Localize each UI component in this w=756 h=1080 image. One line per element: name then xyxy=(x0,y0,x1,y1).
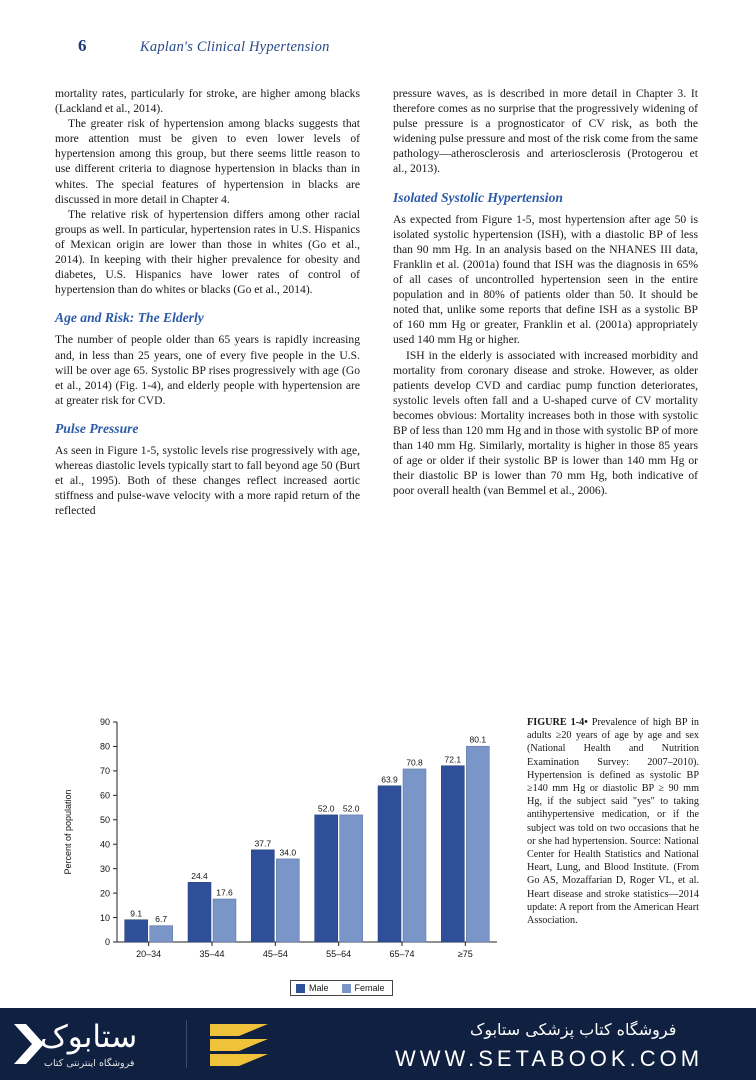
banner-tagline-fa: فروشگاه کتاب پزشکی ستابوک xyxy=(470,1020,677,1039)
section-heading-pulse-pressure: Pulse Pressure xyxy=(55,420,139,436)
svg-text:65–74: 65–74 xyxy=(389,949,415,959)
legend-swatch-female xyxy=(342,984,351,993)
svg-text:Percent of population: Percent of population xyxy=(63,789,73,875)
site-banner xyxy=(0,1008,756,1080)
svg-text:50: 50 xyxy=(99,814,110,825)
svg-text:55–64: 55–64 xyxy=(326,949,352,959)
brand-subtitle-fa: فروشگاه اینترنتی کتاب xyxy=(44,1058,135,1069)
legend-item-female xyxy=(342,983,385,993)
paragraph: As expected from Figure 1-5, most hypertension after age 50 is isolated systolic hypertension (ISH), with a diastolic BP of less than 90 mm Hg. In an analysis based on the NHANES III data, Franklin et al. (2001a) found that ISH was the diagnosis in 65% of all cases of uncontrolled hypertension seen in the entire population and in 80% of patients older than 50. It should be noted that, unlike some reports that define ISH as a systolic BP of 160 mm Hg or greater, Franklin et al. (2001a) appropriately used 140 mm Hg or higher. xyxy=(393,212,698,347)
left-text-column xyxy=(55,86,360,518)
page-number: 6 xyxy=(78,36,87,55)
svg-text:≥75: ≥75 xyxy=(457,949,473,959)
svg-text:70: 70 xyxy=(99,766,110,777)
paragraph: The relative risk of hypertension differs among other racial groups as well. In particular, hypertension rates in U.S. Hispanics of Mexican origin are lower than those in whites (Go et al., 2014). In keeping with their higher prevalence for obesity and diabetes, U.S. Hispanics have lower rates of control of hypertension than do whites or blacks (Go et al., 2014). xyxy=(55,207,360,297)
paragraph: As seen in Figure 1-5, systolic levels rise progressively with age, whereas diastolic levels typically start to fall beyond age 50 (Burt et al., 1995). Both of these changes reflect increased aortic stiffness and pulse-wave velocity with a more rapid return of the reflected xyxy=(55,443,360,518)
figure-caption xyxy=(527,716,699,927)
svg-text:52.0: 52.0 xyxy=(342,803,360,814)
legend-swatch-male xyxy=(296,984,305,993)
svg-text:90: 90 xyxy=(99,717,110,728)
svg-text:60: 60 xyxy=(99,790,110,801)
svg-text:24.4: 24.4 xyxy=(191,870,208,881)
svg-text:72.1: 72.1 xyxy=(444,754,462,765)
paragraph: The number of people older than 65 years is rapidly increasing and, in less than 25 years, one of every five people in the U.S. will be over age 65. Systolic BP rises progressively with age (Go et al., 2014) (Fig. 1-4), and elderly people with hypertension are at greater risk for CVD. xyxy=(55,333,360,407)
paragraph: The greater risk of hypertension among blacks suggests that more attention must be given to even lower levels of hypertension among this group, but there seems little reason to use different criteria to diagnose hypertension in blacks than in whites. The special features of hypertension in blacks are discussed in more detail in Chapter 4. xyxy=(55,117,360,206)
svg-text:52.0: 52.0 xyxy=(317,803,335,814)
legend-label-male: Male xyxy=(309,983,329,993)
figure-1-4 xyxy=(55,712,515,1002)
svg-text:37.7: 37.7 xyxy=(254,838,272,849)
banner-divider xyxy=(186,1020,187,1068)
svg-text:80: 80 xyxy=(99,741,110,752)
svg-text:9.1: 9.1 xyxy=(130,908,143,919)
svg-text:45–54: 45–54 xyxy=(262,949,288,959)
svg-text:20–34: 20–34 xyxy=(136,949,162,959)
svg-text:17.6: 17.6 xyxy=(216,887,233,898)
svg-text:40: 40 xyxy=(99,839,110,850)
paragraph: mortality rates, particularly for stroke, are higher among blacks (Lackland et al., 2014). xyxy=(55,87,360,116)
section-heading-isolated-systolic-hypertension: Isolated Systolic Hypertension xyxy=(393,189,563,205)
svg-text:20: 20 xyxy=(99,888,110,899)
svg-text:10: 10 xyxy=(99,912,110,923)
right-text-column xyxy=(393,86,698,498)
section-heading-age-and-risk: Age and Risk: The Elderly xyxy=(55,310,204,326)
bar-chart xyxy=(55,712,515,978)
svg-text:63.9: 63.9 xyxy=(381,774,398,785)
svg-text:35–44: 35–44 xyxy=(199,949,225,959)
legend-item-male xyxy=(296,983,329,993)
running-title: Kaplan's Clinical Hypertension xyxy=(140,39,330,55)
paragraph: ISH in the elderly is associated with increased morbidity and mortality from coronary disease and stroke. However, as older patients develop CVD and cardiac pump function deteriorates, systolic levels often fall and a U-shaped curve of CV mortality becomes obvious: Mortality increases both in those with systolic BP of less than 120 mm Hg and in those with systolic BP of more than 140 mm Hg. Similarly, mortality is higher in those 85 years of age or older if their systolic BP is lower than 140 mm Hg or their diastolic BP is lower than 70 mm Hg, both indicative of poor overall health (van Bemmel et al., 2006). xyxy=(393,348,698,498)
svg-text:0: 0 xyxy=(104,937,110,948)
svg-text:6.7: 6.7 xyxy=(155,914,168,925)
svg-text:34.0: 34.0 xyxy=(279,847,297,858)
figure-bullet: • xyxy=(584,717,588,728)
svg-text:80.1: 80.1 xyxy=(469,734,487,745)
page-header xyxy=(0,36,756,66)
svg-text:70.8: 70.8 xyxy=(406,757,423,768)
legend-label-female: Female xyxy=(354,983,385,993)
banner-url[interactable]: WWW.SETABOOK.COM xyxy=(395,1046,704,1071)
brand-name-fa: ستابوک xyxy=(40,1019,138,1055)
chart-legend xyxy=(290,980,393,996)
figure-label: FIGURE 1-4 xyxy=(527,717,585,728)
paragraph: pressure waves, as is described in more detail in Chapter 3. It therefore comes as no surprise that the progressively widening of pulse pressure is a prognosticator of CV risk, as both the widening pulse pressure and most of the risk come from the same pathology—atherosclerosis and arteriosclerosis (Protogerou et al., 2013). xyxy=(393,87,698,176)
figure-caption-text: Prevalence of high BP in adults ≥20 years of age by age and sex (National Health and Nutrition Examination Survey: 2007–2010). Hypertension is defined as systolic BP ≥140 mm Hg or diastolic BP ≥ 90 mm Hg, if the subject said "yes" to taking antihypertensive medication, or if the subject was told on two occasions that he or she had hypertension. Source: National Center for Health Statistics and National Heart, Lung, and Blood Institute. (From Go AS, Mozaffarian D, Roger VL, et al. Heart disease and stroke statistics—2014 update: A report from the American Heart Association. xyxy=(527,717,700,927)
svg-text:30: 30 xyxy=(99,863,110,874)
